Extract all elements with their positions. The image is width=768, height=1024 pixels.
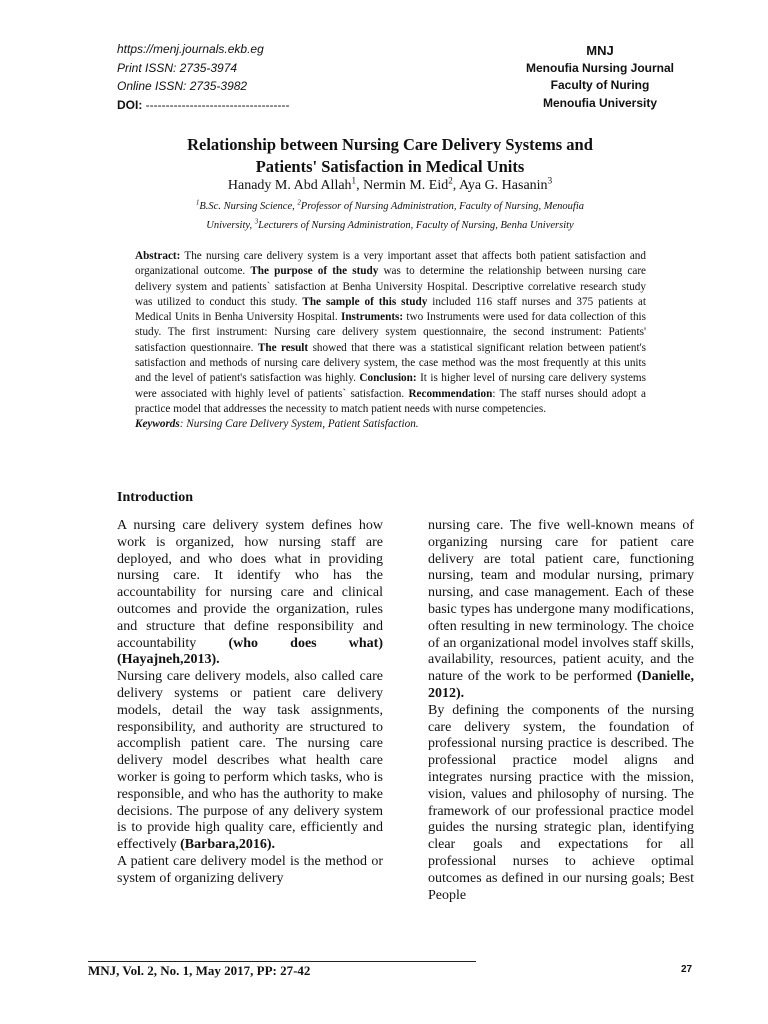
paragraph (117, 518, 383, 669)
abstract-result-label: The result (257, 341, 309, 354)
journal-header-left (117, 40, 290, 114)
page-number: 27 (681, 964, 693, 975)
abstract-sample-label: The sample of this study (302, 295, 428, 308)
paper-title-line1: Relationship between Nursing Care Delivery Systems and (187, 135, 593, 154)
paragraph: A patient care delivery model is the method or system of organizing delivery (117, 853, 383, 886)
journal-url[interactable]: https://menj.journals.ekb.eg (117, 42, 264, 56)
paper-title (100, 134, 680, 178)
affil-sup-3: 3 (254, 218, 259, 226)
affiliation-line1 (100, 197, 680, 216)
citation: (who does what) (Hayajneh,2013). (117, 635, 383, 668)
faculty-name: Faculty of Nuring (550, 78, 650, 92)
abstract-text-4: two Instruments were used for data collection of this study. The first instrument: Nursing care delivery system questionnaire, the second instrument: Patients' satisfaction questionnaire. (135, 311, 647, 354)
affil-1: B.Sc. Nursing Science, (199, 201, 298, 212)
abstract-instruments-label: Instruments: (340, 311, 404, 324)
paper-title-line2: Patients' Satisfaction in Medical Units (255, 157, 525, 176)
affil-sup-2: 2 (297, 199, 301, 207)
journal-name: Menoufia Nursing Journal (525, 60, 674, 75)
citation: (Barbara,2016). (180, 837, 275, 853)
author-2-sup: 2 (448, 175, 453, 186)
abstract-purpose-label: The purpose of the study (250, 265, 379, 278)
print-issn: Print ISSN: 2735-3974 (117, 60, 238, 75)
author-2: , Nermin M. Eid (356, 178, 449, 193)
affiliations (100, 197, 680, 235)
affiliation-line2 (100, 216, 680, 235)
online-issn: Online ISSN: 2735-3982 (117, 79, 248, 93)
abstract-text-7: : The staff nurses should adopt a practice model that addresses the necessity to match patient needs with nurse competencies. (135, 387, 646, 415)
author-list (100, 177, 680, 195)
abstract-label: Abstract: (135, 250, 181, 262)
affil-2: Professor of Nursing Administration, Faculty of Nursing, Menoufia (300, 201, 584, 212)
body-column-right (428, 518, 694, 904)
keywords-text: : Nursing Care Delivery System, Patient Satisfaction. (179, 418, 419, 431)
paragraph (117, 669, 383, 854)
paragraph-text: A nursing care delivery system defines how work is organized, how nursing staff are deployed, and who does what in providing nursing care. It identify who has the accountability for nursing care and clinical outcomes and provide the organization, rules and structure that define responsibility and accountability (117, 518, 383, 651)
footer-divider (88, 961, 476, 962)
footer-citation: MNJ, Vol. 2, No. 1, May 2017, PP: 27-42 (88, 963, 311, 978)
paragraph: By defining the components of the nursing care delivery system, the foundation of professional nursing practice is described. The professional practice model aligns and integrates nursing practice with the mission, vision, values and philosophy of nursing. The framework of our professional practice model guides the nursing strategic plan, identifying clear goals and expectations for all professional nurses to achieve optimal outcomes as defined in our nursing goals; Best People (428, 702, 694, 903)
paragraph-text: nursing care. The five well-known means of organizing nursing care for patient care delivery are total patient care, functioning nursing, team and modular nursing, primary nursing, and case management. Each of these basic types has undergone many modifications, often resulting in new terminology. The choice of an organizational model involves staff skills, availability, resources, patient acuity, and the nature of the work to be performed (428, 518, 694, 685)
author-1: Hanady M. Abd Allah (227, 178, 352, 193)
affil-sup-1: 1 (195, 199, 200, 207)
abstract-text-6: It is higher level of nursing care delivery systems were associated with highly level of patients` satisfaction. (135, 372, 646, 400)
doi-label: DOI: (117, 97, 143, 112)
citation: (Danielle, 2012). (428, 669, 694, 701)
paragraph-text: Nursing care delivery models, also called care delivery systems or patient care delivery models, detail the way task assignments, responsibility, and authority are structured to accomplish patient care. The nursing care delivery model describes what health care worker is going to perform which tasks, who is responsible, and who has the authority to make decisions. The purpose of any delivery system is to provide high quality care, efficiently and effectively (117, 669, 383, 853)
journal-abbreviation: MNJ (586, 43, 614, 58)
abstract-text-3: included 116 staff nurses and 375 patients at Medical Units in Benha University Hospital. (135, 295, 646, 324)
abstract-text-1: The nursing care delivery system is a very important asset that affects both patient satisfaction and organizational outcome. (135, 250, 646, 278)
university-name: Menoufia University (542, 95, 658, 110)
section-heading-introduction: Introduction (117, 490, 193, 505)
doi-line (117, 96, 290, 115)
doi-value: ------------------------------------ (142, 97, 290, 112)
author-1-sup: 1 (351, 175, 357, 186)
abstract (135, 249, 646, 433)
journal-header-right (500, 42, 700, 112)
body-column-left (117, 518, 383, 888)
abstract-recommendation-label: Recommendation (408, 387, 493, 400)
affil-3: Lecturers of Nursing Administration, Faculty of Nursing, Benha University (258, 220, 574, 231)
abstract-text-2: was to determine the relationship between nursing care delivery system and patients` satisfaction at Benha University Hospital. Descriptive correlative research study was utilized to conduct this study. (135, 265, 647, 308)
affil-university: University, (206, 220, 255, 231)
abstract-conclusion-label: Conclusion: (359, 372, 417, 385)
author-3: , Aya G. Hasanin (452, 178, 548, 193)
keywords-label: Keywords (135, 418, 180, 431)
abstract-text-5: showed that there was a statistical significant relation between patient's satisfaction and methods of nursing care delivery system, the case method was the most frequently at this units and the level of patient's satisfaction was highly. (135, 341, 646, 385)
keywords (135, 417, 646, 432)
author-3-sup: 3 (547, 175, 553, 186)
paragraph (428, 518, 694, 703)
